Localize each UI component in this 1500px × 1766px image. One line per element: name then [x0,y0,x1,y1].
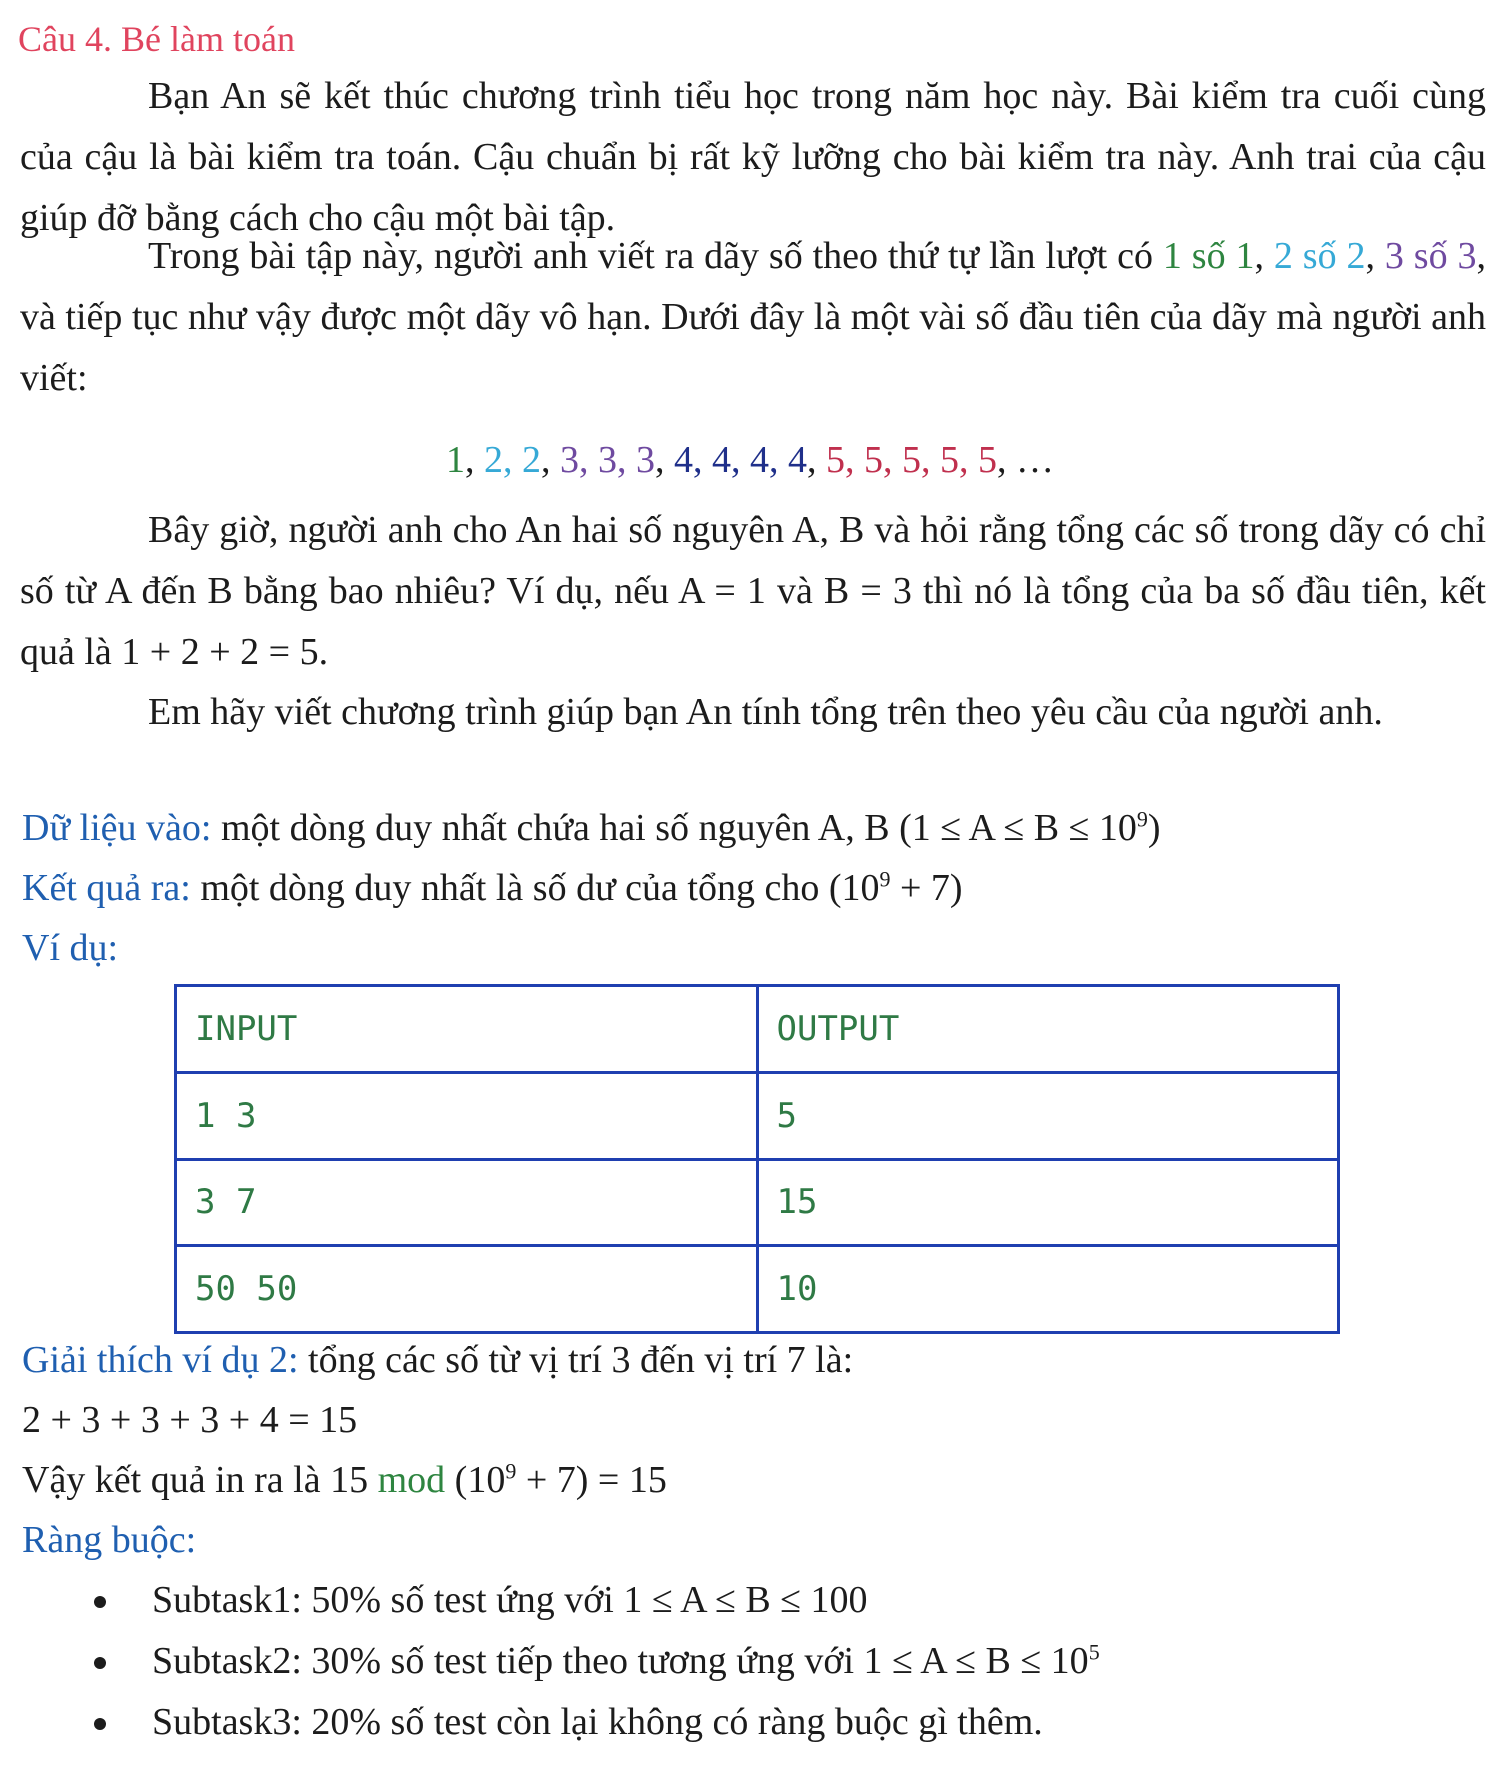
table-header-output: OUTPUT [757,986,1339,1073]
explanation-line [22,1338,853,1382]
output-spec [22,866,963,910]
task-text: Em hãy viết chương trình giúp bạn An tính tổng trên theo yêu cầu của người anh. [148,691,1383,733]
seq-group-4: 4, 4, 4, 4 [674,439,807,481]
seq-group-1: 1 [446,439,465,481]
subtask-list [90,1570,1100,1753]
seq-group-2: 2, 2 [484,439,541,481]
explanation-formula: 2 + 3 + 3 + 3 + 4 = 15 [22,1399,358,1441]
question-paragraph [20,500,1486,683]
table-row [176,1159,1339,1246]
list-item [90,1631,1100,1692]
seq-desc-sep-1: , [1254,235,1274,277]
input-spec-label: Dữ liệu vào: [22,807,212,849]
constraints-label: Ràng buộc: [22,1519,197,1561]
input-spec-end: ) [1147,807,1161,849]
table-row [176,1072,1339,1159]
table-header-input: INPUT [176,986,758,1073]
seq-desc-highlight-2: 2 số 2 [1273,235,1366,277]
output-spec-exponent: 9 [879,866,891,892]
result-middle: (10 [445,1459,506,1501]
subtask-2-text: Subtask2: 30% số test tiếp theo tương ứng với 1 ≤ A ≤ B ≤ 10 [152,1640,1089,1682]
table-cell-output: 15 [757,1159,1339,1246]
subtask-1-text: Subtask1: 50% số test ứng với 1 ≤ A ≤ B ≤ 100 [152,1579,868,1621]
seq-group-3: 3, 3, 3 [560,439,655,481]
seq-desc-sep-2: , [1365,235,1385,277]
seq-desc-highlight-1: 1 số 1 [1162,235,1255,277]
table-cell-input: 50 50 [176,1246,758,1333]
explanation-label: Giải thích ví dụ 2: [22,1339,299,1381]
seq-group-5: 5, 5, 5, 5, 5 [826,439,997,481]
explanation-text: tổng các số từ vị trí 3 đến vị trí 7 là: [298,1339,854,1381]
input-spec-exponent: 9 [1136,806,1148,832]
subtask-2-exponent: 5 [1088,1639,1100,1665]
intro-paragraph [20,66,1486,249]
input-spec-text: một dòng duy nhất chứa hai số nguyên A, B (1 ≤ A ≤ B ≤ 10 [211,807,1137,849]
intro-text: Bạn An sẽ kết thúc chương trình tiểu học trong năm học này. Bài kiểm tra cuối cùng của cậu là bài kiểm tra toán. Cậu chuẩn bị rất kỹ lưỡng cho bài kiểm tra này. Anh trai của cậu giúp đỡ bằng cách cho cậu một bài tập. [20,75,1486,239]
list-item [90,1692,1100,1753]
explanation-result [22,1458,667,1502]
output-spec-end: + 7) [890,867,963,909]
output-spec-label: Kết quả ra: [22,867,191,909]
example-label: Ví dụ: [22,927,119,969]
table-header-row [176,986,1339,1073]
example-table [174,984,1340,1334]
subtask-3-text: Subtask3: 20% số test còn lại không có ràng buộc gì thêm. [152,1701,1043,1743]
seq-ellipsis: … [1016,439,1054,481]
seq-desc-text-1: Trong bài tập này, người anh viết ra dãy số theo thứ tự lần lượt có [148,235,1163,277]
output-spec-text: một dòng duy nhất là số dư của tổng cho (10 [190,867,880,909]
result-prefix: Vậy kết quả in ra là 15 [22,1459,378,1501]
table-cell-input: 3 7 [176,1159,758,1246]
list-item [90,1570,1100,1631]
table-cell-output: 5 [757,1072,1339,1159]
table-cell-output: 10 [757,1246,1339,1333]
problem-title: Câu 4. Bé làm toán [18,19,295,59]
task-paragraph [20,682,1486,743]
table-row [176,1246,1339,1333]
seq-desc-text-2: , và tiếp tục như vậy được một dãy vô hạn. Dưới đây là một vài số đầu tiên của dãy mà người anh viết: [20,235,1487,399]
result-mod-keyword: mod [377,1459,446,1501]
question-text: Bây giờ, người anh cho An hai số nguyên A, B và hỏi rằng tổng các số trong dãy có chỉ số từ A đến B bằng bao nhiêu? Ví dụ, nếu A = 1 và B = 3 thì nó là tổng của ba số đầu tiên, kết quả là 1 + 2 + 2 = 5. [20,509,1486,673]
sequence-description-paragraph [20,226,1486,409]
sequence-line: 1, 2, 2, 3, 3, 3, 4, 4, 4, 4, 5, 5, 5, 5, 5, … [446,439,1054,481]
result-exponent: 9 [505,1458,517,1484]
result-end: + 7) = 15 [516,1459,667,1501]
seq-desc-highlight-3: 3 số 3 [1384,235,1477,277]
input-spec [22,806,1161,850]
table-cell-input: 1 3 [176,1072,758,1159]
